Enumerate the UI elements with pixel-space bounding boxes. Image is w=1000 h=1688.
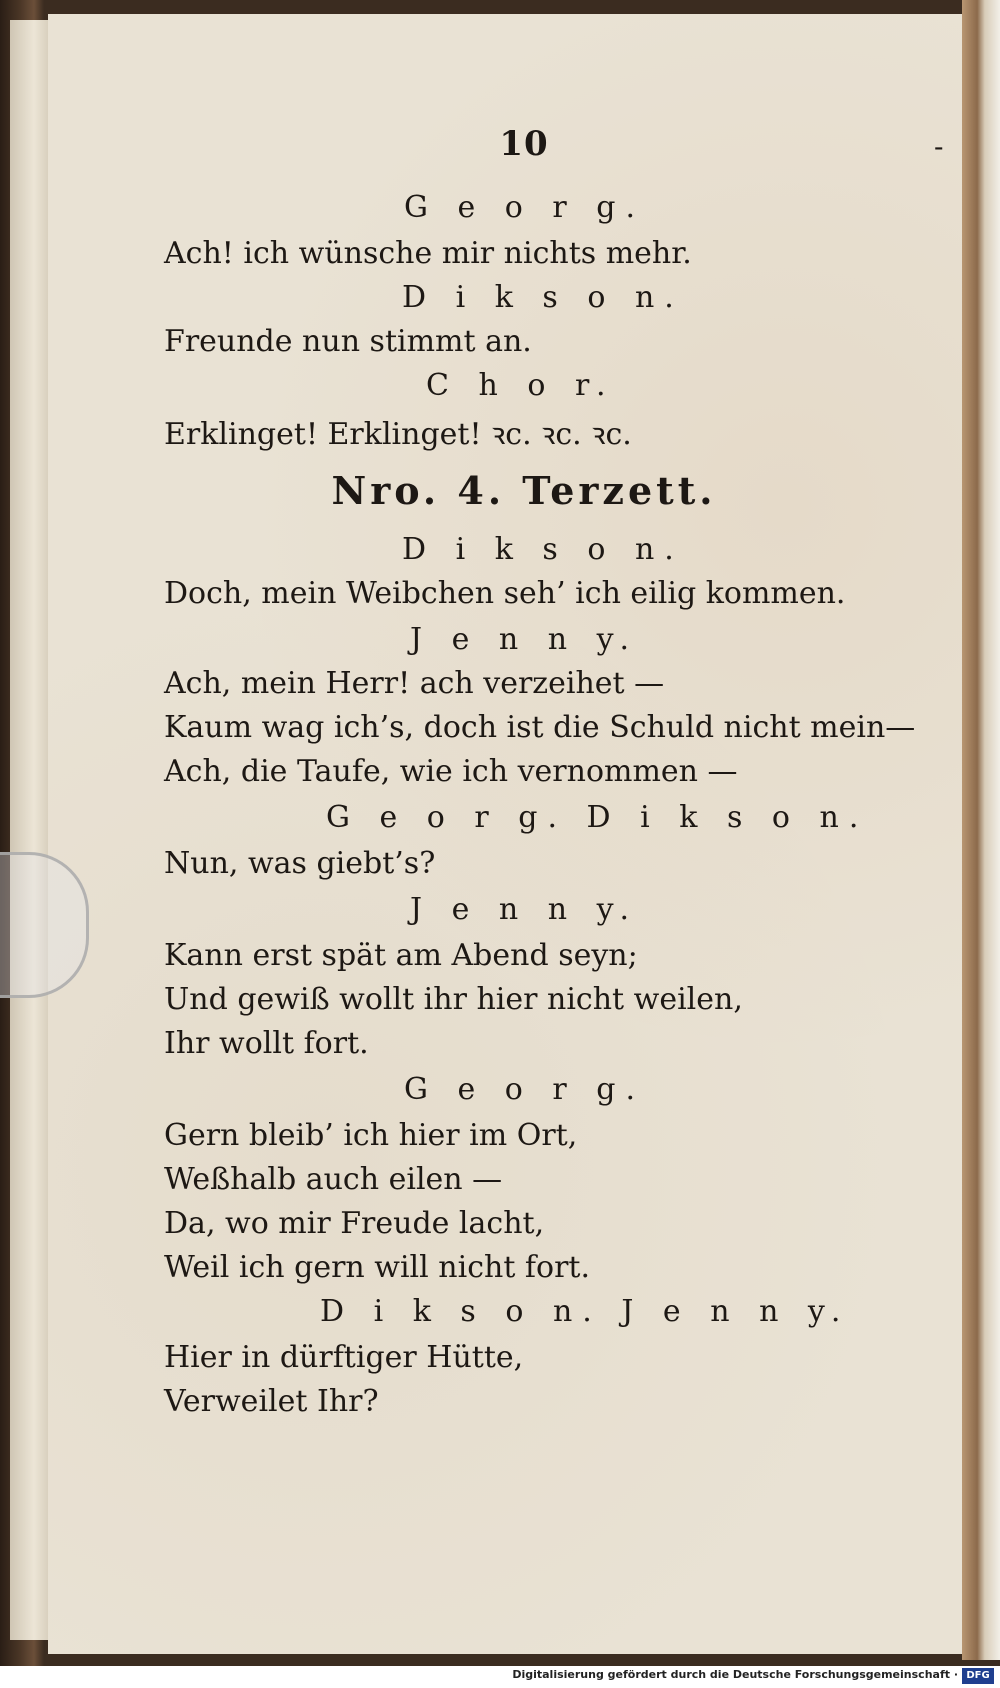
- dfg-logo-icon: DFG: [962, 1668, 994, 1684]
- footer-bar: [0, 1666, 1000, 1688]
- speaker-dikson: D i k s o n.: [402, 532, 684, 567]
- verse-line: Und gewiß wollt ihr hier nicht weilen,: [164, 982, 743, 1017]
- verse-line: Gern bleib’ ich hier im Ort,: [164, 1118, 578, 1153]
- verse-line: Kann erst spät am Abend seyn;: [164, 938, 638, 973]
- verse-line: Ach! ich wünsche mir nichts mehr.: [164, 236, 692, 271]
- speaker-dikson-jenny: D i k s o n. J e n n y.: [320, 1294, 851, 1329]
- verse-line: Verweilet Ihr?: [164, 1384, 379, 1419]
- speaker-georg: G e o r g.: [404, 190, 646, 225]
- page-edge-right: [962, 0, 1000, 1660]
- verse-line: Ach, mein Herr! ach verzeihet —: [164, 666, 665, 701]
- verse-line: Hier in dürftiger Hütte,: [164, 1340, 524, 1375]
- page-edge-left: [10, 20, 50, 1640]
- speaker-dikson: D i k s o n.: [402, 280, 684, 315]
- verse-line: Ihr wollt fort.: [164, 1026, 369, 1061]
- speaker-jenny: J e n n y.: [410, 622, 640, 657]
- verse-line: Weil ich gern will nicht fort.: [164, 1250, 591, 1285]
- speaker-jenny: J e n n y.: [410, 892, 640, 927]
- verse-line: Weßhalb auch eilen —: [164, 1162, 503, 1197]
- verse-line: Nun, was giebt’s?: [164, 846, 436, 881]
- verse-line: Ach, die Taufe, wie ich vernommen —: [164, 754, 738, 789]
- funding-credit: Digitalisierung gefördert durch die Deutsche Forschungsgemeinschaft ·: [512, 1668, 958, 1681]
- verse-line: Kaum wag ich’s, doch ist die Schuld nicht mein—: [164, 710, 916, 745]
- verse-line: Da, wo mir Freude lacht,: [164, 1206, 545, 1241]
- speaker-chor: C h o r.: [426, 368, 616, 403]
- verse-line: Doch, mein Weibchen seh’ ich eilig kommen.: [164, 576, 846, 611]
- verse-line: Erklinget! Erklinget! ꝛc. ꝛc. ꝛc.: [164, 417, 632, 452]
- speaker-georg: G e o r g.: [404, 1072, 646, 1107]
- dash-mark: -: [934, 130, 944, 163]
- page-number: 10: [499, 124, 549, 164]
- speaker-georg-dikson: G e o r g. D i k s o n.: [326, 800, 869, 835]
- section-heading: Nro. 4. Terzett.: [331, 468, 717, 513]
- verse-line: Freunde nun stimmt an.: [164, 324, 532, 359]
